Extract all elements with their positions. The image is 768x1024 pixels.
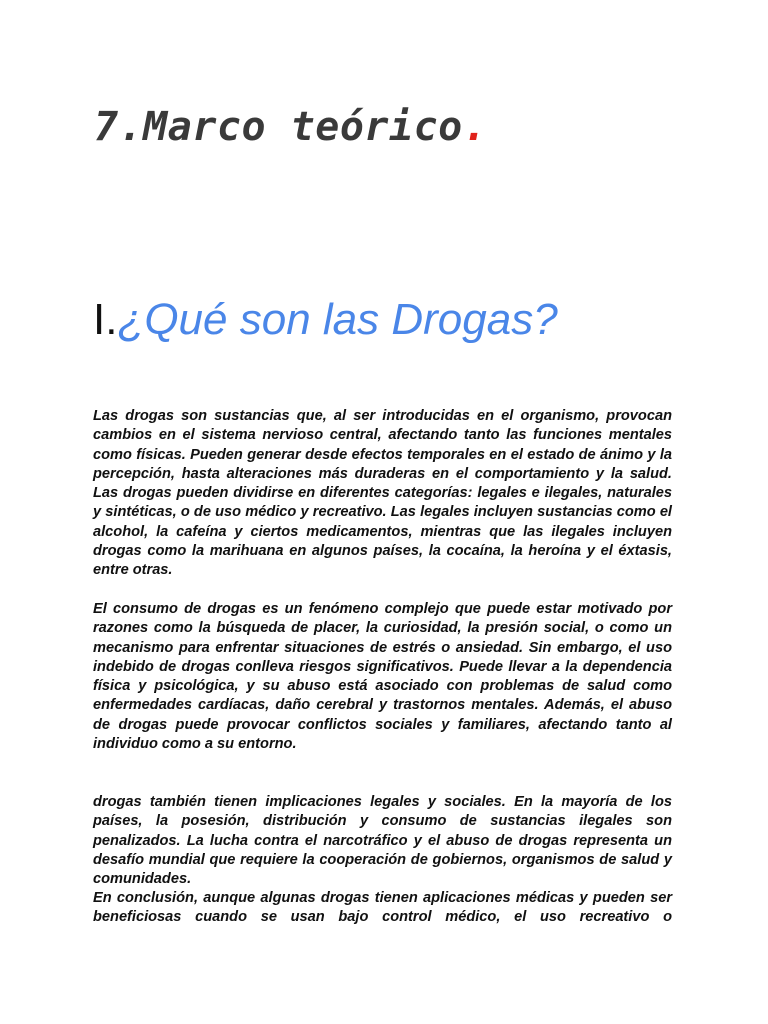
subsection-numeral: I. xyxy=(93,295,118,344)
section-heading-text: 7.Marco teórico xyxy=(94,104,463,150)
body-paragraph-legal: drogas también tienen implicaciones legales y sociales. En la mayoría de los países, la posesión, distribución y consumo de sustancias ilegales son penalizados. La lucha contra el narcotráfico y el abuso de drogas representa un desafío mundial que requiere la cooperación de gobiernos, organismos de salud y comunidades. xyxy=(93,794,672,888)
subsection-heading xyxy=(93,292,558,348)
body-paragraph-definition: Las drogas son sustancias que, al ser introducidas en el organismo, provocan cambios en el sistema nervioso central, afectando tanto las funciones mentales como físicas. Pueden generar desde efectos temporales en el estado de ánimo y la percepción, hasta alteraciones más duraderas en el comportamiento y la salud. Las drogas pueden dividirse en diferentes categorías: legales e ilegales, naturales y sintéticas, o de uso médico y recreativo. Las legales incluyen sustancias como el alcohol, la cafeína y ciertos medicamentos, mientras que las ilegales incluyen drogas como la marihuana en algunos países, la cocaína, la heroína y el éxtasis, entre otras. xyxy=(93,408,672,579)
subsection-question: ¿Qué son las Drogas? xyxy=(117,295,558,344)
body-paragraph-conclusion: En conclusión, aunque algunas drogas tienen aplicaciones médicas y pueden ser beneficiosas cuando se usan bajo control médico, el uso recreativo o xyxy=(93,890,672,926)
section-heading-accent-dot: . xyxy=(462,104,488,150)
section-heading xyxy=(94,100,487,154)
body-paragraph-consumption: El consumo de drogas es un fenómeno complejo que puede estar motivado por razones como la búsqueda de placer, la curiosidad, la presión social, o como un mecanismo para enfrentar situaciones de estrés o ansiedad. Sin embargo, el uso indebido de drogas conlleva riesgos significativos. Puede llevar a la dependencia física y psicológica, y su abuso está asociado con problemas de salud como enfermedades cardíacas, daño cerebral y trastornos mentales. Además, el abuso de drogas puede provocar conflictos sociales y familiares, afectando tanto al individuo como a su entorno. xyxy=(93,601,672,753)
